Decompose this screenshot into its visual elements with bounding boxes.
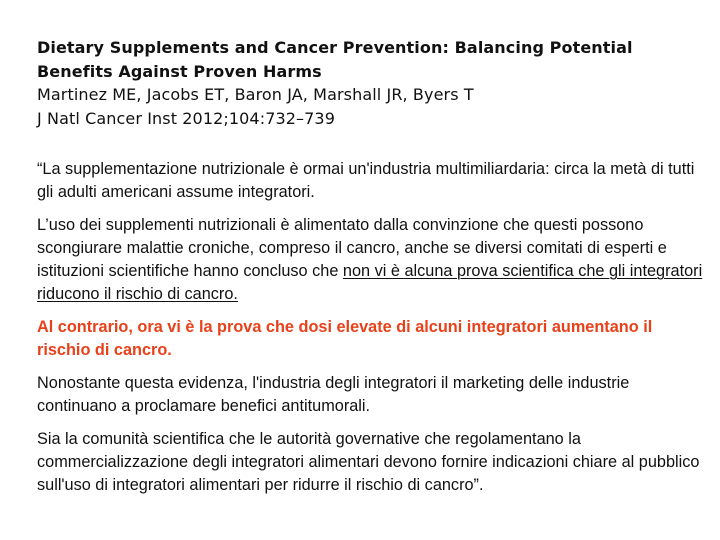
underlined-conclusion: non vi è alcuna prova scientifica che gli integratori riducono il rischio di cancro. (37, 262, 703, 303)
paragraph-marketing: Nonostante questa evidenza, l'industria degli integratori il marketing delle industrie continuano a proclamare benefici antitumorali. (37, 374, 630, 415)
journal-reference: J Natl Cancer Inst 2012;104:732–739 (37, 108, 335, 128)
article-authors: Martinez ME, Jacobs ET, Baron JA, Marshall JR, Byers T (37, 85, 474, 104)
quote-body (37, 158, 707, 507)
highlighted-warning: Al contrario, ora vi è la prova che dosi elevate di alcuni integratori aumentano il rischio di cancro. (37, 318, 653, 359)
article-title: Dietary Supplements and Cancer Prevention: Balancing Potential Benefits Against Proven Harms (37, 38, 633, 81)
paragraph-intro: “La supplementazione nutrizionale è ormai un'industria multimiliardaria: circa la metà di tutti gli adulti americani assume integratori. (37, 160, 695, 201)
paragraph-belief-lead: L’uso dei supplementi nutrizionali è alimentato dalla convinzione che questi possono scongiurare malattie croniche, compreso il cancro, anche se diversi comitati di esperti e istituzioni scientifiche hanno concluso che (37, 216, 667, 280)
citation-block (37, 36, 707, 130)
paragraph-belief (37, 214, 707, 306)
paragraph-recommendation: Sia la comunità scientifica che le autorità governative che regolamentano la commercializzazione degli integratori alimentari devono fornire indicazioni chiare al pubblico sull'uso di integratori alimentari per ridurre il rischio di cancro”. (37, 430, 700, 494)
